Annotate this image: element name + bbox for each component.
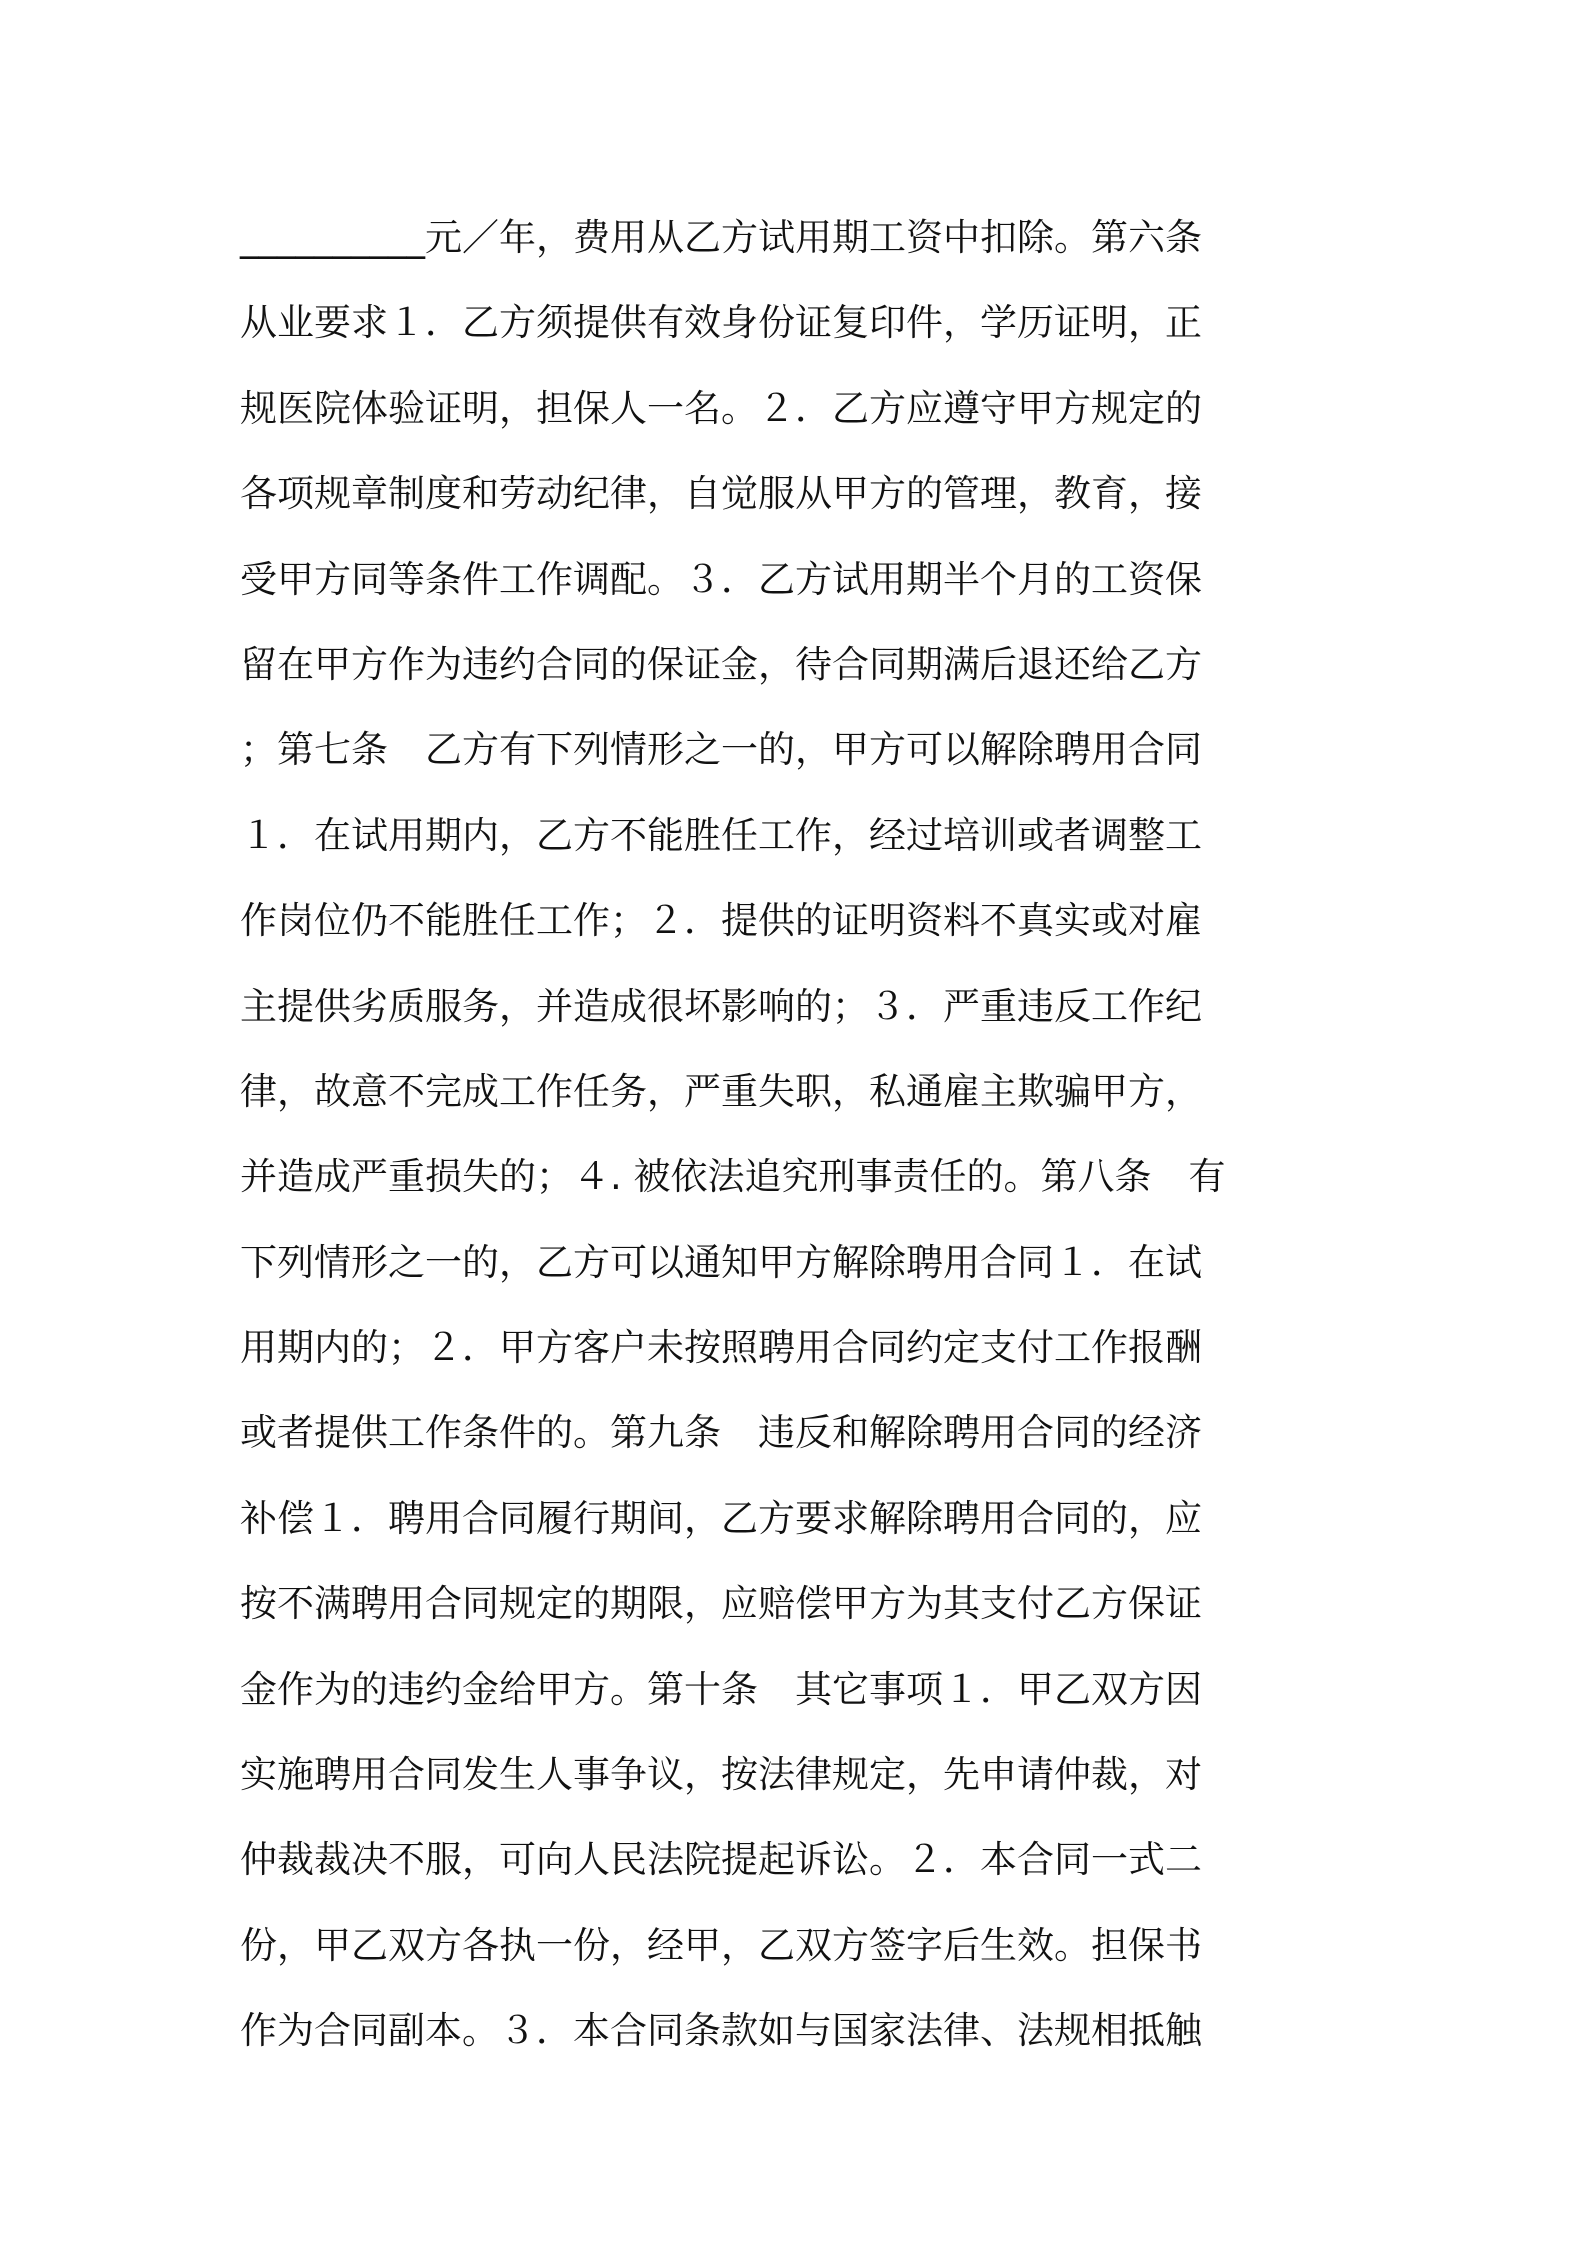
text-line: 实施聘用合同发生人事争议，按法律规定，先申请仲裁，对 <box>240 1753 1202 1797</box>
text-line: 下列情形之一的，乙方可以通知甲方解除聘用合同１．在试 <box>240 1240 1202 1284</box>
text-line: 主提供劣质服务，并造成很坏影响的；３．严重违反工作纪 <box>240 984 1202 1028</box>
text-line: 用期内的；２．甲方客户未按照聘用合同约定支付工作报酬 <box>240 1326 1202 1370</box>
text-line: ；第七条 乙方有下列情形之一的，甲方可以解除聘用合同 <box>240 728 1202 772</box>
text-line: １．在试用期内，乙方不能胜任工作，经过培训或者调整工 <box>240 813 1202 857</box>
text-line: 从业要求１．乙方须提供有效身份证复印件，学历证明，正 <box>240 301 1202 345</box>
text-line: 作为合同副本。３．本合同条款如与国家法律、法规相抵触 <box>240 2009 1202 2053</box>
text-line: 按不满聘用合同规定的期限，应赔偿甲方为其支付乙方保证 <box>240 1582 1202 1626</box>
text-line: 并造成严重损失的；４. 被依法追究刑事责任的。第八条 有 <box>240 1155 1226 1199</box>
text-line: 律，故意不完成工作任务，严重失职，私通雇主欺骗甲方， <box>240 1069 1202 1113</box>
text-line: 补偿１．聘用合同履行期间，乙方要求解除聘用合同的，应 <box>240 1496 1202 1540</box>
text-line: __________元／年，费用从乙方试用期工资中扣除。第六条 <box>240 216 1202 259</box>
contract-text <box>240 195 1355 2074</box>
text-line: 金作为的违约金给甲方。第十条 其它事项１．甲乙双方因 <box>240 1667 1202 1711</box>
text-line: 各项规章制度和劳动纪律，自觉服从甲方的管理，教育，接 <box>240 472 1202 516</box>
text-line: 仲裁裁决不服，可向人民法院提起诉讼。２．本合同一式二 <box>240 1838 1202 1882</box>
text-line: 份，甲乙双方各执一份，经甲，乙双方签字后生效。担保书 <box>240 1923 1202 1967</box>
text-line: 作岗位仍不能胜任工作；２．提供的证明资料不真实或对雇 <box>240 899 1202 943</box>
text-line: 受甲方同等条件工作调配。３．乙方试用期半个月的工资保 <box>240 557 1202 601</box>
text-line: 或者提供工作条件的。第九条 违反和解除聘用合同的经济 <box>240 1411 1202 1455</box>
text-line: 留在甲方作为违约合同的保证金，待合同期满后退还给乙方 <box>240 642 1202 686</box>
text-line: 规医院体验证明，担保人一名。２．乙方应遵守甲方规定的 <box>240 386 1202 430</box>
